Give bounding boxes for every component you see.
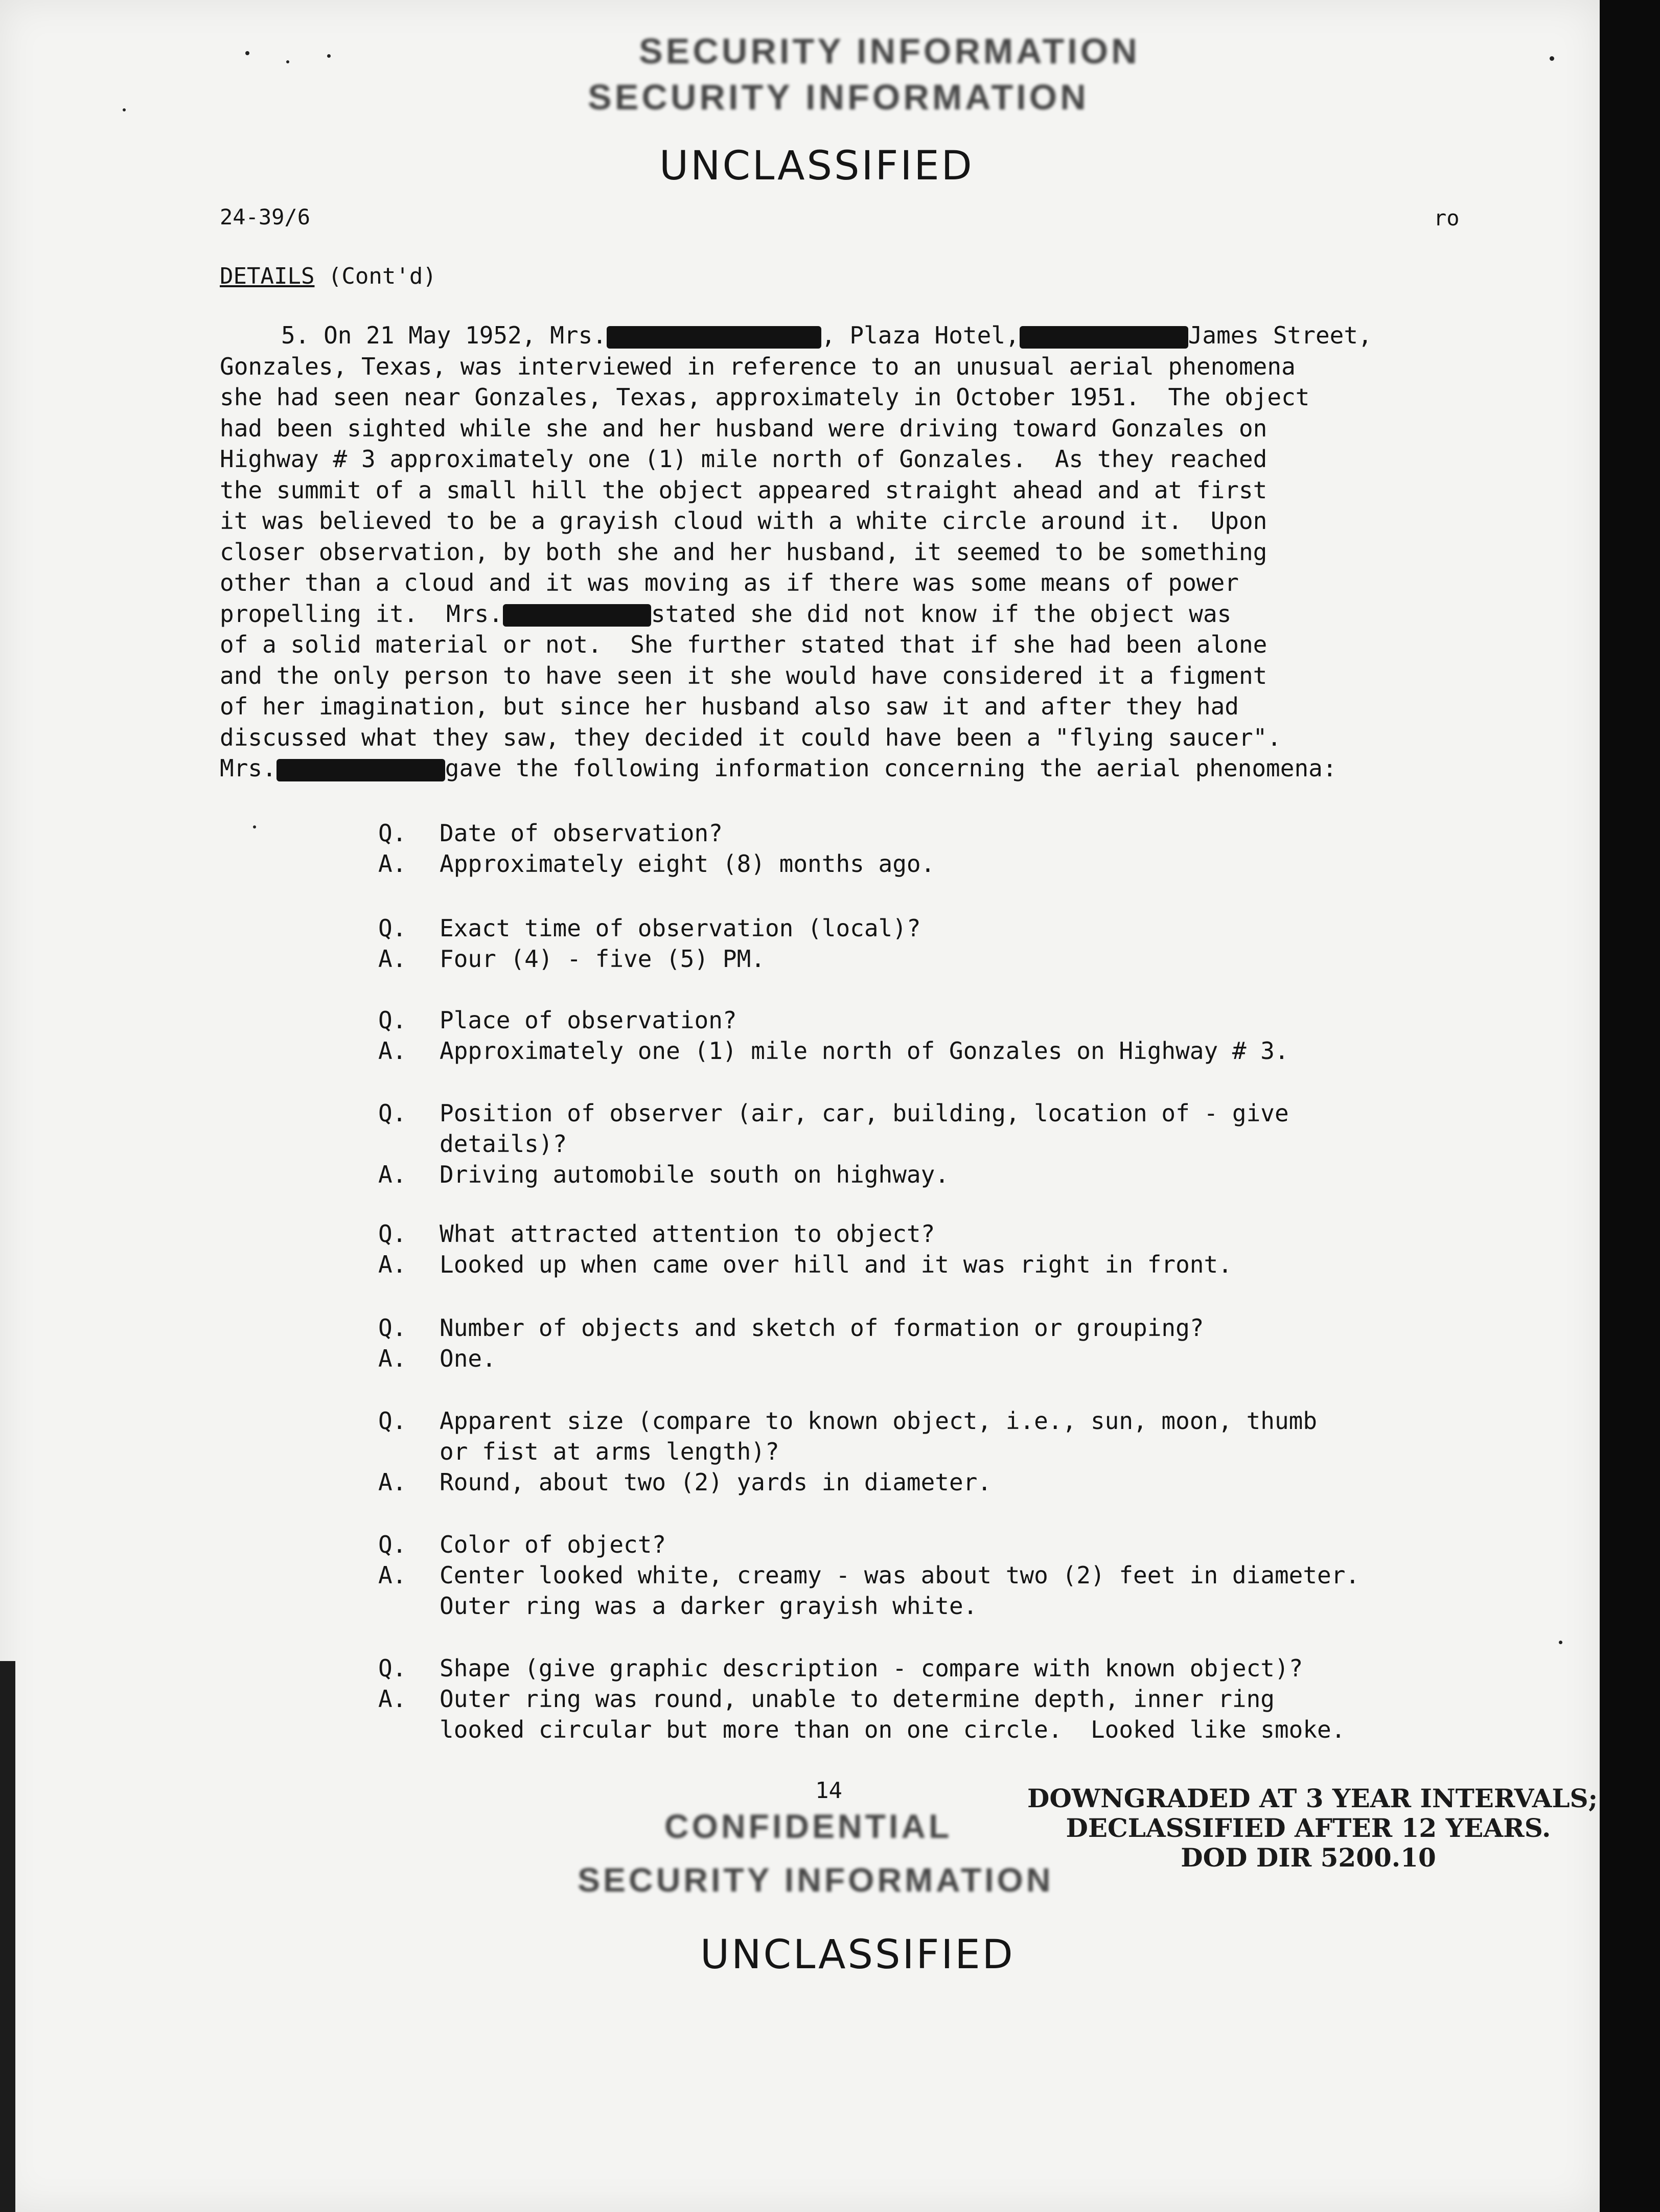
- answer-row: [378, 848, 1477, 879]
- top-stamp-line1: SECURITY INFORMATION: [639, 31, 1140, 71]
- answer-continued: [378, 1714, 1477, 1745]
- text-span: On 21 May 1952, Mrs.: [324, 321, 607, 349]
- bottom-stamp-line2: SECURITY INFORMATION: [578, 1861, 1054, 1899]
- paragraph-line: of a solid material or not. She further stated that if she had been alone: [220, 631, 1267, 658]
- answer-text: looked circular but more than on one circle. Looked like smoke.: [440, 1716, 1346, 1743]
- text-span: propelling it. Mrs.: [220, 600, 503, 628]
- a-label: A.: [378, 1685, 407, 1713]
- paragraph-line: Highway # 3 approximately one (1) mile north of Gonzales. As they reached: [220, 445, 1267, 473]
- scan-speck: [1559, 1641, 1562, 1644]
- a-label: A.: [378, 1161, 407, 1188]
- scan-speck: [245, 51, 249, 55]
- details-label: DETAILS: [220, 263, 315, 289]
- answer-text: Center looked white, creamy - was about two (2) feet in diameter.: [440, 1561, 1360, 1589]
- qa-block-7: [378, 1405, 1477, 1497]
- details-suffix: (Cont'd): [328, 263, 436, 289]
- redaction-mark: [607, 326, 821, 349]
- a-label: A.: [378, 1251, 407, 1278]
- answer-text: Driving automobile south on highway.: [440, 1161, 949, 1188]
- q-label: Q.: [378, 914, 407, 942]
- paragraph-line: had been sighted while she and her husband were driving toward Gonzales on: [220, 414, 1267, 442]
- question-row: [378, 1653, 1477, 1684]
- answer-text: One.: [440, 1345, 496, 1372]
- a-label: A.: [378, 850, 407, 878]
- question-text: Exact time of observation (local)?: [440, 914, 921, 942]
- answer-text: Approximately eight (8) months ago.: [440, 850, 935, 878]
- question-text: details)?: [440, 1130, 567, 1158]
- answer-row: [378, 1249, 1477, 1280]
- qa-block-3: [378, 1005, 1477, 1066]
- question-text: Date of observation?: [440, 819, 723, 847]
- paragraph-line: of her imagination, but since her husband also saw it and after they had: [220, 693, 1239, 720]
- answer-text: Outer ring was round, unable to determine depth, inner ring: [440, 1685, 1275, 1713]
- paragraph-line-10: [220, 598, 1482, 630]
- question-continued: [378, 1128, 1477, 1159]
- question-text: or fist at arms length)?: [440, 1438, 779, 1465]
- answer-continued: [378, 1591, 1477, 1621]
- q-label: Q.: [378, 819, 407, 847]
- bottom-classification: UNCLASSIFIED: [700, 1932, 1015, 1978]
- paragraph-line: and the only person to have seen it she would have considered it a figment: [220, 661, 1267, 689]
- paragraph-line: discussed what they saw, they decided it could have been a "flying saucer".: [220, 723, 1282, 751]
- question-row: [378, 1005, 1477, 1035]
- question-row: [378, 1218, 1477, 1249]
- top-stamp-line2: SECURITY INFORMATION: [588, 77, 1089, 117]
- paragraph-line-15: [220, 753, 1482, 784]
- redaction-mark: [276, 759, 445, 781]
- question-row: [378, 1312, 1477, 1343]
- answer-text: Approximately one (1) mile north of Gonzales on Highway # 3.: [440, 1037, 1289, 1065]
- question-text: Position of observer (air, car, building, location of - give: [440, 1099, 1289, 1127]
- paragraph-line-1: [220, 320, 1482, 351]
- question-text: Number of objects and sketch of formation or grouping?: [440, 1314, 1204, 1342]
- qa-block-9: [378, 1653, 1477, 1745]
- qa-block-2: [378, 913, 1477, 974]
- bottom-stamp-line1: CONFIDENTIAL: [664, 1807, 953, 1845]
- answer-row: [378, 1035, 1477, 1066]
- q-label: Q.: [378, 1099, 407, 1127]
- paragraph-number: 5.: [281, 321, 310, 349]
- question-text: Apparent size (compare to known object, i.e., sun, moon, thumb: [440, 1407, 1318, 1435]
- scan-speck: [327, 54, 331, 58]
- answer-row: [378, 1159, 1477, 1190]
- question-row: [378, 913, 1477, 943]
- question-row: [378, 1098, 1477, 1128]
- answer-row: [378, 1343, 1477, 1374]
- q-label: Q.: [378, 1314, 407, 1342]
- a-label: A.: [378, 1561, 407, 1589]
- indent-spacer: [378, 1714, 440, 1745]
- paragraph-line: closer observation, by both she and her husband, it seemed to be something: [220, 538, 1267, 566]
- a-label: A.: [378, 1345, 407, 1372]
- answer-row: [378, 1560, 1477, 1591]
- scan-speck: [286, 60, 289, 63]
- question-text: What attracted attention to object?: [440, 1220, 935, 1248]
- answer-text: Round, about two (2) yards in diameter.: [440, 1468, 992, 1496]
- q-label: Q.: [378, 1407, 407, 1435]
- q-label: Q.: [378, 1531, 407, 1558]
- file-number: 24-39/6: [220, 204, 311, 229]
- qa-block-6: [378, 1312, 1477, 1374]
- paragraph-line: Gonzales, Texas, was interviewed in reference to an unusual aerial phenomena: [220, 352, 1296, 380]
- question-row: [378, 818, 1477, 848]
- redaction-mark: [1020, 326, 1188, 349]
- text-span: stated she did not know if the object was: [651, 600, 1232, 628]
- downgrade-line: DOWNGRADED AT 3 YEAR INTERVALS;: [1027, 1783, 1598, 1813]
- top-classification: UNCLASSIFIED: [659, 143, 974, 189]
- qa-block-4: [378, 1098, 1477, 1190]
- text-span: James Street,: [1188, 321, 1372, 349]
- a-label: A.: [378, 1468, 407, 1496]
- question-text: Color of object?: [440, 1531, 666, 1558]
- answer-text: Looked up when came over hill and it was right in front.: [440, 1251, 1232, 1278]
- scan-border: [1600, 0, 1660, 2212]
- scan-speck: [1550, 56, 1554, 61]
- qa-block-5: [378, 1218, 1477, 1280]
- qa-block-8: [378, 1529, 1477, 1621]
- question-row: [378, 1405, 1477, 1436]
- question-text: Place of observation?: [440, 1006, 737, 1034]
- paragraph-5: [220, 320, 1482, 784]
- q-label: Q.: [378, 1220, 407, 1248]
- answer-row: [378, 943, 1477, 974]
- question-text: Shape (give graphic description - compare with known object)?: [440, 1654, 1303, 1682]
- indent-spacer: [378, 1128, 440, 1159]
- q-label: Q.: [378, 1006, 407, 1034]
- text-span: Mrs.: [220, 754, 276, 782]
- a-label: A.: [378, 945, 407, 973]
- paragraph-line: the summit of a small hill the object appeared straight ahead and at first: [220, 476, 1267, 504]
- scan-speck: [123, 108, 126, 111]
- details-heading: [220, 263, 436, 289]
- answer-row: [378, 1467, 1477, 1497]
- directive-line: DOD DIR 5200.10: [1181, 1842, 1436, 1873]
- answer-text: Outer ring was a darker grayish white.: [440, 1592, 978, 1620]
- indent-spacer: [378, 1591, 440, 1621]
- answer-text: Four (4) - five (5) PM.: [440, 945, 765, 973]
- qa-block-1: [378, 818, 1477, 879]
- scan-edge: [0, 1661, 15, 2212]
- text-span: , Plaza Hotel,: [821, 321, 1020, 349]
- paragraph-line: she had seen near Gonzales, Texas, approximately in October 1951. The object: [220, 383, 1310, 411]
- page-number: 14: [815, 1778, 842, 1804]
- redaction-mark: [503, 604, 651, 627]
- scan-speck: [253, 825, 256, 828]
- q-label: Q.: [378, 1654, 407, 1682]
- declassify-line: DECLASSIFIED AFTER 12 YEARS.: [1066, 1813, 1551, 1843]
- indent-spacer: [378, 1436, 440, 1467]
- answer-row: [378, 1684, 1477, 1714]
- paragraph-line: it was believed to be a grayish cloud with a white circle around it. Upon: [220, 507, 1267, 535]
- initials: ro: [1434, 205, 1460, 231]
- paragraph-line: other than a cloud and it was moving as if there was some means of power: [220, 569, 1239, 596]
- a-label: A.: [378, 1037, 407, 1065]
- text-span: gave the following information concerning the aerial phenomena:: [445, 754, 1337, 782]
- question-row: [378, 1529, 1477, 1560]
- question-continued: [378, 1436, 1477, 1467]
- downgrade-notice: [1027, 1783, 1598, 1873]
